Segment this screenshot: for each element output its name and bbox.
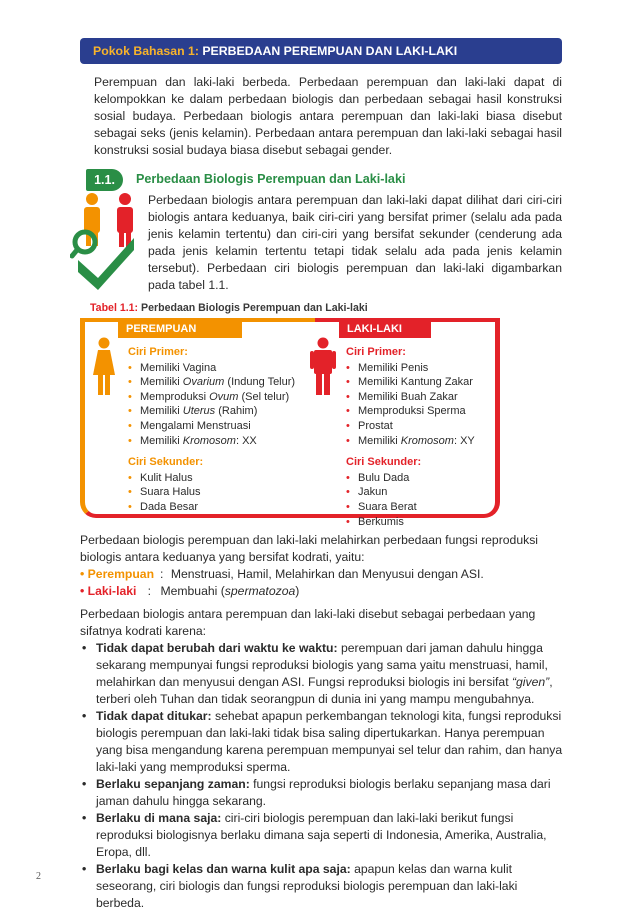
list-item: • Suara Halus <box>128 485 308 500</box>
female-label: Perempuan <box>87 567 155 581</box>
list-item: • Memiliki Ovarium (Indung Telur) <box>128 375 308 390</box>
male-primary-label: Ciri Primer: <box>346 346 406 358</box>
male-characteristics <box>346 345 496 529</box>
table-caption <box>90 302 368 314</box>
male-label: Laki-laki <box>87 584 137 598</box>
kodrati-paragraph: Perbedaan biologis antara perempuan dan laki-laki disebut sebagai perbedaan yang sifatnya kodrati karena: <box>80 607 536 638</box>
female-bullet: • <box>80 567 88 581</box>
female-function: Menstruasi, Hamil, Melahirkan dan Menyusui dengan ASI. <box>170 567 484 581</box>
page-number: 2 <box>36 871 41 882</box>
list-item: • Memiliki Kantung Zakar <box>346 375 496 390</box>
list-item: • Memiliki Vagina <box>128 361 308 376</box>
male-icon <box>309 337 337 397</box>
list-item: • Memiliki Penis <box>346 361 496 376</box>
chapter-header <box>80 38 562 64</box>
table-caption-number: Tabel 1.1: <box>90 302 139 314</box>
list-item: • Memiliki Uterus (Rahim) <box>128 404 308 419</box>
kodrati-list <box>80 640 566 912</box>
chapter-label: Pokok Bahasan 1: <box>93 44 199 58</box>
gender-illustration <box>70 190 142 290</box>
list-item: • Bulu Dada <box>346 471 496 486</box>
intro-paragraph: Perempuan dan laki-laki berbeda. Perbedaan perempuan dan laki-laki dapat di kelompokkan ke dalam perbedaan biologis dan perbedaan sebagai hasil konstruksi sosial budaya. Perbedaan biologis antara perempuan dan laki-laki biasa disebut sebagai seks (jenis kelamin). Perbedaan antara perempuan dan laki-laki sebagai hasil konstruksi sosial budaya biasa disebut sebagai gender. <box>94 75 562 157</box>
reproduction-female-line: • Perempuan : Menstruasi, Hamil, Melahirkan dan Menyusui dengan ASI. <box>80 567 484 581</box>
male-secondary-label: Ciri Sekunder: <box>346 456 422 469</box>
chapter-title: PERBEDAAN PEREMPUAN DAN LAKI-LAKI <box>202 44 458 58</box>
list-item: • Berlaku sepanjang zaman: fungsi reproduksi biologis berlaku sepanjang masa dari jaman dahulu hingga sekarang. <box>80 776 566 810</box>
female-primary-label: Ciri Primer: <box>128 346 188 358</box>
table-caption-text: Perbedaan Biologis Perempuan dan Laki-laki <box>141 302 368 314</box>
section-paragraph: Perbedaan biologis antara perempuan dan laki-laki dapat dilihat dari ciri-ciri biologis antara keduanya, baik ciri-ciri yang bersifat primer (selalu ada pada jenis kelamin tertentu) dan ciri-ciri yang bersifat sekunder (cenderung ada pada jenis kelamin tertentu tetapi tidak selalu ada pada jenis kelamin tersebut). Perbedaan ciri biologis perempuan dan laki-laki digambarkan pada tabel 1.1. <box>148 193 562 292</box>
list-item: • Memiliki Kromosom: XY <box>346 434 496 449</box>
list-item: • Memproduksi Ovum (Sel telur) <box>128 390 308 405</box>
list-item: • Dada Besar <box>128 500 308 515</box>
list-item: • Jakun <box>346 485 496 500</box>
female-characteristics <box>128 345 308 515</box>
list-item: • Mengalami Menstruasi <box>128 419 308 434</box>
list-item: • Tidak dapat berubah dari waktu ke waktu: perempuan dari jaman dahulu hingga sekarang mempunyai fungsi reproduksi biologis yang sama yaitu menstruasi, hamil, melahirkan dan menyusui dengan ASI. Fungsi reproduksi biologis ini bersifat “given”, terberi oleh Tuhan dan tidak seorangpun di dunia ini yang mampu mengubahnya. <box>80 640 566 708</box>
female-secondary-label: Ciri Sekunder: <box>128 456 204 469</box>
section-title: Perbedaan Biologis Perempuan dan Laki-laki <box>136 172 406 186</box>
magnifier-icon <box>72 232 95 256</box>
male-bullet: • <box>80 584 88 598</box>
list-item: • Memproduksi Sperma <box>346 404 496 419</box>
list-item: • Tidak dapat ditukar: sehebat apapun perkembangan teknologi kita, fungsi reproduksi biologis perempuan dan laki-laki tidak bisa saling dipertukarkan. Hanya perempuan yang bisa mengandung karena perempuan mempunyai sel telur dan rahim, dan hanya laki-laki yang memproduksi sperma. <box>80 708 566 776</box>
list-item: • Berkumis <box>346 515 496 530</box>
reproduction-male-line: • Laki-laki : Membuahi (spermatozoa) <box>80 584 300 598</box>
male-column-header: LAKI-LAKI <box>339 320 431 338</box>
list-item: • Memiliki Buah Zakar <box>346 390 496 405</box>
list-item: • Kulit Halus <box>128 471 308 486</box>
male-figure-icon <box>117 193 133 247</box>
male-function: Membuahi (spermatozoa) <box>160 584 300 598</box>
female-icon <box>90 337 118 397</box>
list-item: • Prostat <box>346 419 496 434</box>
section-number: 1.1. <box>86 169 123 191</box>
list-item: • Berlaku di mana saja: ciri-ciri biologis perempuan dan laki-laki berikut fungsi reproduksi biologisnya berlaku dimana saja seperti di Indonesia, Amerika, Australia, Eropa, dll. <box>80 810 566 861</box>
female-column-header: PEREMPUAN <box>118 320 242 338</box>
list-item: • Berlaku bagi kelas dan warna kulit apa saja: apapun kelas dan warna kulit seseorang, ciri biologis dan fungsi reproduksi biologis perempuan dan laki-laki berbeda. <box>80 861 566 912</box>
list-item: • Memiliki Kromosom: XX <box>128 434 308 449</box>
reproduction-paragraph: Perbedaan biologis perempuan dan laki-laki melahirkan perbedaan fungsi reproduksi biologis antara keduanya yang bersifat kodrati, yaitu: <box>80 533 538 564</box>
list-item: • Suara Berat <box>346 500 496 515</box>
